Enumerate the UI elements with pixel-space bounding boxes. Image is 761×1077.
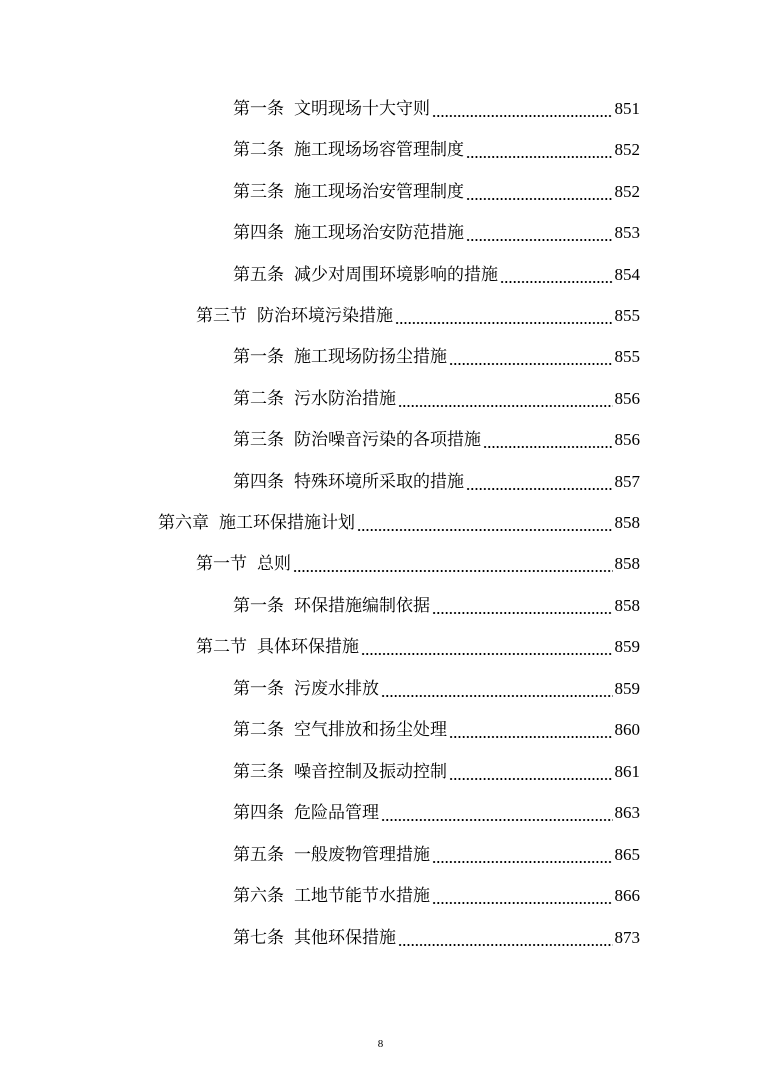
toc-entry-label: 第六章: [158, 513, 209, 533]
dot-leader: [432, 902, 613, 904]
toc-entry-page: 852: [614, 182, 640, 201]
toc-entry[interactable]: [196, 548, 640, 580]
toc-entry[interactable]: [158, 507, 640, 539]
toc-entry-label: 第二条: [233, 389, 284, 409]
dot-leader: [357, 529, 613, 531]
toc-entry-title: 文明现场十大守则: [294, 99, 430, 119]
toc-entry-page: 873: [614, 928, 640, 947]
toc-entry-title: 防治环境污染措施: [257, 306, 393, 326]
toc-entry-page: 861: [614, 762, 640, 781]
toc-entry-label: 第四条: [233, 803, 284, 823]
toc-entry-label: 第三条: [233, 182, 284, 202]
toc-entry-page: 860: [614, 720, 640, 739]
dot-leader: [381, 819, 613, 821]
dot-leader: [398, 405, 613, 407]
toc-entry[interactable]: [233, 217, 640, 249]
toc-entry-page: 858: [614, 513, 640, 532]
dot-leader: [395, 322, 613, 324]
toc-entry[interactable]: [233, 424, 640, 456]
dot-leader: [466, 239, 613, 241]
toc-entry-page: 855: [614, 306, 640, 325]
dot-leader: [432, 115, 613, 117]
toc-entry-page: 859: [614, 637, 640, 656]
toc-entry-title: 特殊环境所采取的措施: [294, 472, 464, 492]
toc-entry-page: 859: [614, 679, 640, 698]
dot-leader: [483, 446, 613, 448]
page-number: 8: [377, 1038, 384, 1050]
toc-entry-label: 第四条: [233, 472, 284, 492]
toc-entry[interactable]: [233, 880, 640, 912]
dot-leader: [449, 736, 613, 738]
toc-entry-label: 第七条: [233, 928, 284, 948]
toc-entry-label: 第二条: [233, 140, 284, 160]
toc-entry-label: 第三节: [196, 306, 247, 326]
toc-entry-page: 865: [614, 845, 640, 864]
toc-entry-title: 环保措施编制依据: [294, 596, 430, 616]
toc-entry[interactable]: [233, 383, 640, 415]
dot-leader: [449, 363, 613, 365]
toc-entry-title: 减少对周围环境影响的措施: [294, 265, 498, 285]
toc-entry[interactable]: [233, 134, 640, 166]
toc-entry-label: 第五条: [233, 845, 284, 865]
toc-entry[interactable]: [233, 176, 640, 208]
toc-entry[interactable]: [233, 590, 640, 622]
toc-entry-label: 第一条: [233, 99, 284, 119]
toc-entry-title: 空气排放和扬尘处理: [294, 720, 447, 740]
toc-entry-page: 856: [614, 430, 640, 449]
toc-entry-title: 施工现场治安管理制度: [294, 182, 464, 202]
toc-entry-label: 第四条: [233, 223, 284, 243]
dot-leader: [293, 570, 613, 572]
toc-entry-title: 噪音控制及振动控制: [294, 762, 447, 782]
dot-leader: [466, 198, 613, 200]
toc-entry-label: 第一条: [233, 596, 284, 616]
toc-entry-label: 第二条: [233, 720, 284, 740]
toc-entry-label: 第二节: [196, 637, 247, 657]
toc-entry[interactable]: [233, 839, 640, 871]
toc-entry[interactable]: [233, 93, 640, 125]
toc-entry-page: 866: [614, 886, 640, 905]
toc-entry[interactable]: [233, 466, 640, 498]
toc-entry-title: 工地节能节水措施: [294, 886, 430, 906]
toc-entry-title: 危险品管理: [294, 803, 379, 823]
toc-entry[interactable]: [233, 341, 640, 373]
dot-leader: [398, 944, 613, 946]
toc-entry-page: 853: [614, 223, 640, 242]
toc-entry[interactable]: [233, 756, 640, 788]
toc-entry[interactable]: [233, 259, 640, 291]
toc-entry-title: 一般废物管理措施: [294, 845, 430, 865]
dot-leader: [449, 778, 613, 780]
toc-entry-title: 防治噪音污染的各项措施: [294, 430, 481, 450]
toc-entry-title: 其他环保措施: [294, 928, 396, 948]
dot-leader: [432, 612, 613, 614]
toc-entry-title: 污水防治措施: [294, 389, 396, 409]
toc-entry[interactable]: [196, 631, 640, 663]
toc-entry[interactable]: [233, 673, 640, 705]
dot-leader: [381, 695, 613, 697]
toc-entry-page: 851: [614, 99, 640, 118]
toc-entry-label: 第一条: [233, 347, 284, 367]
toc-entry-label: 第三条: [233, 430, 284, 450]
toc-entry-page: 858: [614, 596, 640, 615]
toc-entry-label: 第一节: [196, 554, 247, 574]
toc-entry-title: 施工现场防扬尘措施: [294, 347, 447, 367]
toc-entry-title: 总则: [257, 554, 291, 574]
dot-leader: [500, 281, 613, 283]
toc-entry-label: 第六条: [233, 886, 284, 906]
toc-entry[interactable]: [233, 797, 640, 829]
toc-entry-title: 污废水排放: [294, 679, 379, 699]
toc-entry-title: 施工现场场容管理制度: [294, 140, 464, 160]
dot-leader: [466, 156, 613, 158]
toc-entry-title: 具体环保措施: [257, 637, 359, 657]
dot-leader: [432, 861, 613, 863]
toc-entry-page: 858: [614, 554, 640, 573]
toc-entry-page: 863: [614, 803, 640, 822]
toc-entry-label: 第三条: [233, 762, 284, 782]
toc-entry[interactable]: [196, 300, 640, 332]
toc-entry-page: 855: [614, 347, 640, 366]
dot-leader: [466, 488, 613, 490]
toc-entry-label: 第五条: [233, 265, 284, 285]
toc-entry-page: 856: [614, 389, 640, 408]
toc-entry-page: 857: [614, 472, 640, 491]
toc-entry[interactable]: [233, 922, 640, 954]
toc-entry-title: 施工环保措施计划: [219, 513, 355, 533]
dot-leader: [361, 653, 613, 655]
toc-entry[interactable]: [233, 714, 640, 746]
toc-entry-title: 施工现场治安防范措施: [294, 223, 464, 243]
toc-entry-page: 854: [614, 265, 640, 284]
toc-entry-page: 852: [614, 140, 640, 159]
toc-entry-label: 第一条: [233, 679, 284, 699]
